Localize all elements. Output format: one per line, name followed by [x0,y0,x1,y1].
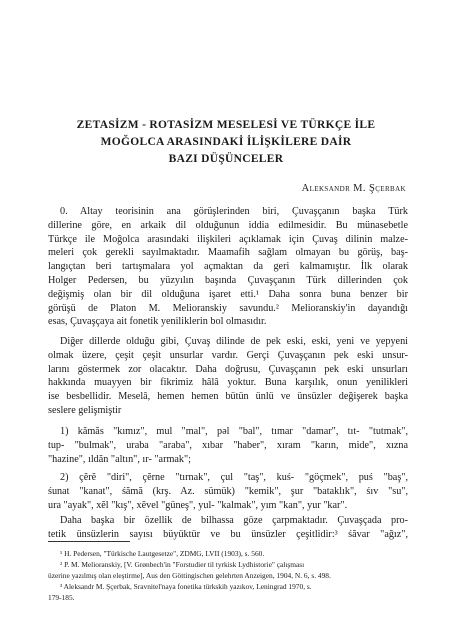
paragraph-line: hakkında muayyen bir fikrimiz hâlâ yoktur. Buna karşılık, onun yenilikleri [48,377,408,389]
author-name: Aleksandr M. Şçerbak [301,183,406,194]
paragraph-line: tetik ünsüzlerin sayısı büyüktür ve bu ünsüzler çeşitlidir:³ śăvar "ağız", [48,528,408,540]
footnote-2: ² P. M. Melioranskiy, [V. Grønbech'in "Forstudier til tyrkisk Lydhistorie" çalışması [60,560,305,569]
footnotes [48,548,408,603]
list-line: tup- "bulmak", uraba "araba", xıbar "haber", xıram "karın, mide", xızna [48,439,408,451]
paragraph-line: larını göstermek zor olacaktır. Daha doğrusu, Çuvaşçanın pek eski unsurları [48,363,408,375]
paragraph-2 [48,335,408,418]
paragraph-line: meleri çok gerekli sayılmaktadır. Maamafih sağlam olmayan bu görüş, baş- [48,247,408,259]
list-line: ura "ayak", xĕl "kış", xĕvel "güneş", yul- "kalmak", yım "kan", yur "kar". [48,499,348,511]
list-line: śunat "kanat", śămă (krş. Az. sümük) "kemik", şur "bataklık", śıv "su", [48,485,408,497]
paragraph-line: seslere gelişmiştir [48,404,122,416]
footnote-2-continued: üzerine yazılmış olan eleştirme], Aus den Göttingischen gelehrten Anzeigen, 1904, N. 6, s. 498. [48,571,331,580]
paragraph-line: görüşü de Platon M. Melioranskiy savundu.² Melioranskiy'in dayandığı [48,302,408,314]
article-title-line-2: MOĞOLCA ARASINDAKİ İLİŞKİLERE DAİR [100,136,352,148]
paragraph-line: esas, Çuvaşçaya ait fonetik yeniliklerin bol olmasıdır. [48,316,267,328]
paragraph-line: değişmiş olan bir dil olduğuna işaret etti.¹ Daha sonra buna benzer bir [48,288,408,300]
paragraph-line: langıçtan beri tartışmalara yol açmaktan da geri kalmamıştır. İlk olarak [48,261,408,273]
list-line: 2) çĕrĕ "diri", çĕrne "tırnak", çul "taş", kuś- "göçmek", puś "baş", [60,472,408,483]
list-line: "hazine", ıldăn "altın", ır- "armak"; [48,453,191,465]
list-line: 1) kămăs "kımız", mul "mal", pəl "bal", tımar "damar", tıt- "tutmak", [60,426,408,437]
paragraph-line: 0. Altay teorisinin ana görüşlerinden biri, Çuvaşçanın başka Türk [60,206,408,217]
footnote-3: ³ Aleksandr M. Şçerbak, Sravnitel'naya fonetika türkskih yazıkov, Leningrad 1970, s. [60,582,312,591]
paragraph-line: Daha başka bir özellik de bilhassa göze çarpmaktadır. Çuvaşçada pro- [60,515,408,526]
paragraph-line: Holger Pedersen, bu yüzyılın başında Çuvaşçanın Türk dillerinden çok [48,274,408,286]
article-title-line-3: BAZI DÜŞÜNCELER [168,153,284,165]
example-list-1 [48,425,408,466]
footnote-divider [48,541,130,542]
paragraph-line: olmak üzere, çeşit çeşit unsurlar vardır. Gerçi Çuvaşçanın pek eski unsur- [48,349,408,361]
paragraph-line: dillerine göre, en arkaik dil olduğunun iddia edilmesidir. Bu münasebetle [48,219,408,231]
paragraph-1 [48,205,408,329]
footnote-3-continued: 179-185. [48,593,75,602]
article-title-line-1: ZETASİZM - ROTASİZM MESELESİ VE TÜRKÇE İLE [76,119,376,131]
paragraph-3 [48,514,408,542]
paragraph-line: Diğer dillerde olduğu gibi, Çuvaş dilinde de pek eski, eski, yeni ve yepyeni [60,336,408,347]
example-list-2 [48,471,408,512]
paragraph-line: ise besbellidir. Meselâ, hemen hemen bütün ünlü ve ünsüzler değişerek başka [48,391,408,403]
footnote-1: ¹ H. Pedersen, "Türkische Lautgesetze", ZDMG, LVII (1903), s. 560. [60,549,265,558]
paragraph-line: Türkçe ile Moğolca arasındaki ilişkileri açıklamak için Çuvaş dilinin malze- [48,233,408,245]
